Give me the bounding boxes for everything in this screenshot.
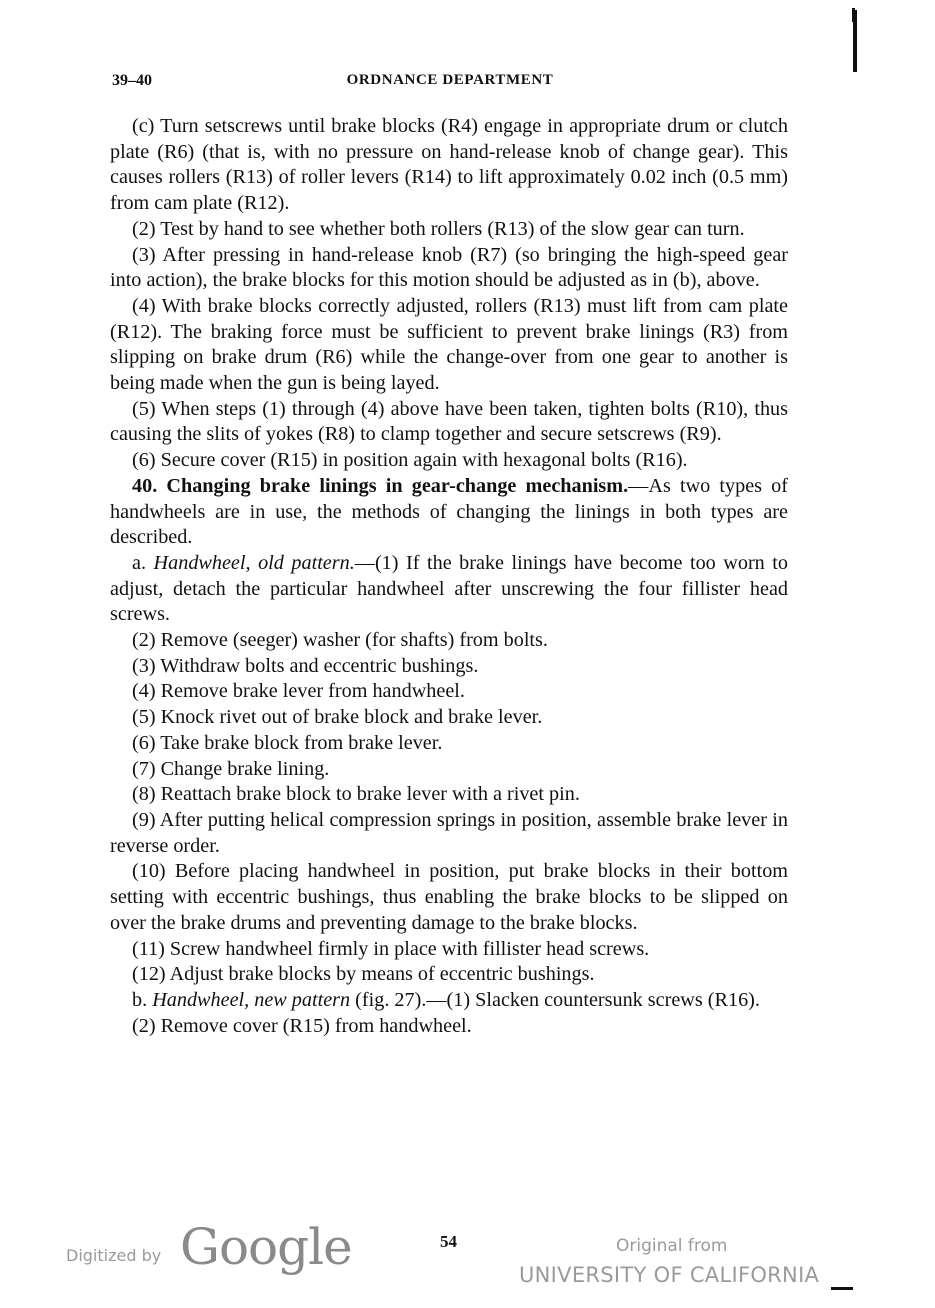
step-item: (9) After putting helical compression springs in position, assemble brake lever in reverse order.	[110, 808, 788, 857]
paragraph: (6) Secure cover (R15) in position again with hexagonal bolts (R16).	[132, 449, 688, 472]
subsection-a-text: —(1) If the brake linings have become too worn to adjust, detach the particular handwheel after unscrewing the four fillister head screws.	[110, 551, 789, 626]
page-body	[110, 114, 788, 1039]
section-40-text: —As two types of handwheels are in use, the methods of changing the linings in both types are described.	[110, 474, 788, 549]
page-footer	[0, 1218, 935, 1308]
subsection-b-text: (fig. 27).—(1) Slacken countersunk screws (R16).	[350, 988, 760, 1011]
paragraph: (5) When steps (1) through (4) above have been taken, tighten bolts (R10), thus causing the slits of yokes (R8) to clamp together and secure setscrews (R9).	[110, 397, 788, 446]
subsection-b-title: Handwheel, new pattern	[152, 988, 351, 1011]
step-item: (12) Adjust brake blocks by means of eccentric bushings.	[132, 963, 595, 986]
subsection-a-paragraph	[110, 551, 788, 628]
subsection-b-prefix: b.	[132, 988, 153, 1011]
paragraph: (3) After pressing in hand-release knob (R7) (so bringing the high-speed gear into action), the brake blocks for this motion should be adjusted as in (b), above.	[110, 243, 788, 292]
original-from-label: Original from	[616, 1236, 728, 1256]
step-item: (10) Before placing handwheel in position, put brake blocks in their bottom setting with eccentric bushings, thus enabling the brake blocks to be slipped on over the brake drums and preventing damage to the brake blocks.	[110, 860, 788, 934]
section-40-paragraph	[110, 474, 788, 551]
digitized-by-label: Digitized by	[66, 1246, 162, 1265]
step-item: (7) Change brake lining.	[132, 757, 330, 780]
step-item: (4) Remove brake lever from handwheel.	[132, 680, 465, 703]
page-range: 39–40	[112, 72, 152, 89]
running-head: ORDNANCE DEPARTMENT	[346, 72, 554, 88]
scan-edge-mark-top	[852, 8, 855, 22]
subsection-b-paragraph	[110, 988, 788, 1014]
subsection-a-prefix: a.	[132, 551, 154, 574]
paragraph: (2) Test by hand to see whether both rollers (R13) of the slow gear can turn.	[132, 217, 745, 240]
paragraph: (c) Turn setscrews until brake blocks (R4) engage in appropriate drum or clutch plate (R6) (that is, with no pressure on hand-release knob of change gear). This causes rollers (R13) of roller levers (R14) to lift approximately 0.02 inch (0.5 mm) from cam plate (R12).	[110, 115, 788, 215]
step-item: (8) Reattach brake block to brake lever with a rivet pin.	[132, 783, 580, 806]
university-label: UNIVERSITY OF CALIFORNIA	[519, 1263, 820, 1287]
scan-corner-mark	[831, 1287, 853, 1290]
step-item: (6) Take brake block from brake lever.	[132, 731, 443, 754]
step-item: (2) Remove (seeger) washer (for shafts) from bolts.	[132, 629, 548, 652]
section-40-heading: 40. Changing brake linings in gear-change mechanism.	[132, 474, 629, 497]
page-header	[112, 72, 788, 96]
folio-number: 54	[440, 1232, 457, 1251]
step-item: (2) Remove cover (R15) from handwheel.	[132, 1014, 472, 1037]
step-item: (3) Withdraw bolts and eccentric bushings.	[132, 654, 479, 677]
google-logo: Google	[180, 1218, 352, 1276]
step-item: (5) Knock rivet out of brake block and brake lever.	[132, 706, 543, 729]
paragraph: (4) With brake blocks correctly adjusted, rollers (R13) must lift from cam plate (R12). The braking force must be sufficient to prevent brake linings (R3) from slipping on brake drum (R6) while the change-over from one gear to another is being made when the gun is being layed.	[110, 294, 788, 395]
step-item: (11) Screw handwheel firmly in place with fillister head screws.	[132, 937, 650, 960]
subsection-a-title: Handwheel, old pattern.	[153, 551, 355, 574]
